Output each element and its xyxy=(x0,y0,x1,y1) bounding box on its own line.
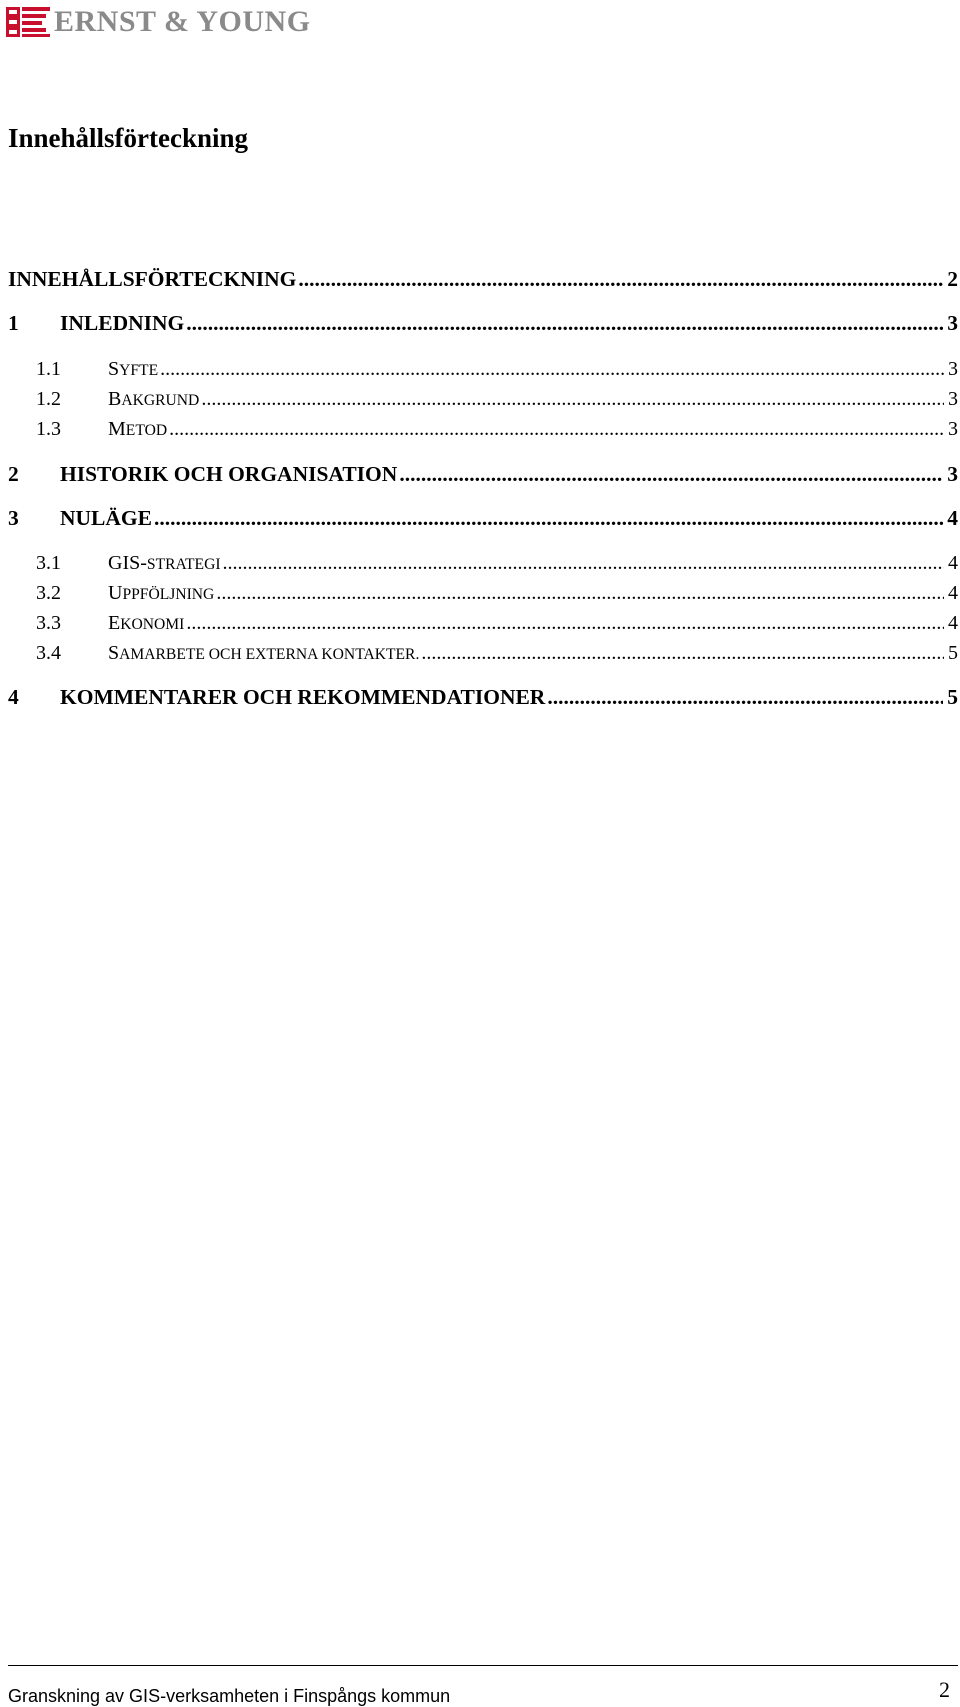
toc-dot-leader xyxy=(201,385,944,413)
toc-entry-page: 4 xyxy=(948,552,958,574)
toc-dot-leader xyxy=(169,415,944,443)
toc-subentry[interactable] xyxy=(8,385,958,413)
toc-entry-number: 1.3 xyxy=(36,418,61,440)
toc-entry-page: 4 xyxy=(948,612,958,634)
toc-entry-title: KOMMENTARER OCH REKOMMENDATIONER xyxy=(60,685,546,709)
toc-entry-page: 3 xyxy=(948,418,958,440)
toc-entry-page: 3 xyxy=(948,388,958,410)
toc-dot-leader xyxy=(399,459,943,489)
toc-entry-page: 4 xyxy=(947,506,958,530)
toc-entry-page: 2 xyxy=(947,267,958,291)
toc-entry-page: 4 xyxy=(948,582,958,604)
toc-entry-number: 2 xyxy=(8,462,19,486)
toc-entry[interactable] xyxy=(8,459,958,489)
toc-entry-number: 3 xyxy=(8,506,19,530)
toc-entry-title: NULÄGE xyxy=(60,506,152,530)
toc-entry-title: BAKGRUND xyxy=(108,388,200,410)
toc-dot-leader xyxy=(154,503,943,533)
toc-entry-number: 1.1 xyxy=(36,358,61,380)
toc-subentry[interactable] xyxy=(8,549,958,577)
toc-subentry[interactable] xyxy=(8,355,958,383)
toc-entry-title: EKONOMI xyxy=(108,612,185,634)
toc-dot-leader xyxy=(298,264,943,294)
toc-entry-number: 3.4 xyxy=(36,642,61,664)
toc-dot-leader xyxy=(223,549,944,577)
toc-subentry[interactable] xyxy=(8,579,958,607)
footer-page-number: 2 xyxy=(939,1677,950,1702)
company-logo xyxy=(6,4,311,40)
toc-entry-page: 3 xyxy=(947,311,958,335)
toc-entry-title: SYFTE xyxy=(108,358,159,380)
toc-entry-title: INLEDNING xyxy=(60,311,185,335)
toc-entry[interactable] xyxy=(8,264,958,294)
toc-dot-leader xyxy=(547,682,943,712)
toc-entry-number: 3.3 xyxy=(36,612,61,634)
logo-text: ERNST & YOUNG xyxy=(54,5,311,38)
ey-stripes-logo-icon xyxy=(6,5,50,39)
toc-entry-number: 1.2 xyxy=(36,388,61,410)
toc-entry-page: 3 xyxy=(947,462,958,486)
toc-dot-leader xyxy=(160,355,944,383)
toc-entry[interactable] xyxy=(8,503,958,533)
footer-document-title: Granskning av GIS-verksamheten i Finspångs kommun xyxy=(8,1686,451,1706)
toc-entry[interactable] xyxy=(8,682,958,712)
toc-entry-title: SAMARBETE OCH EXTERNA KONTAKTER. xyxy=(108,642,420,664)
toc-entry-number: 1 xyxy=(8,311,19,335)
toc-entry-number: 3.2 xyxy=(36,582,61,604)
toc-entry-title: METOD xyxy=(108,418,168,440)
toc-entry[interactable] xyxy=(8,308,958,338)
toc-dot-leader xyxy=(421,639,944,667)
toc-entry-title: GIS-STRATEGI xyxy=(108,552,221,574)
toc-dot-leader xyxy=(216,579,944,607)
toc-entry-title: HISTORIK OCH ORGANISATION xyxy=(60,462,398,486)
toc-subentry[interactable] xyxy=(8,639,958,667)
toc-entry-title: UPPFÖLJNING xyxy=(108,582,215,604)
toc-entry-title: INNEHÅLLSFÖRTECKNING xyxy=(8,267,297,291)
toc-entry-number: 3.1 xyxy=(36,552,61,574)
footer-divider xyxy=(8,1665,958,1666)
toc-subentry[interactable] xyxy=(8,609,958,637)
toc-entry-page: 3 xyxy=(948,358,958,380)
toc-entry-page: 5 xyxy=(948,642,958,664)
toc-dot-leader xyxy=(186,609,944,637)
toc-subentry[interactable] xyxy=(8,415,958,443)
toc-entry-number: 4 xyxy=(8,685,19,709)
page-title: Innehållsförteckning xyxy=(8,123,249,153)
toc-entry-page: 5 xyxy=(947,685,958,709)
toc-dot-leader xyxy=(186,308,943,338)
